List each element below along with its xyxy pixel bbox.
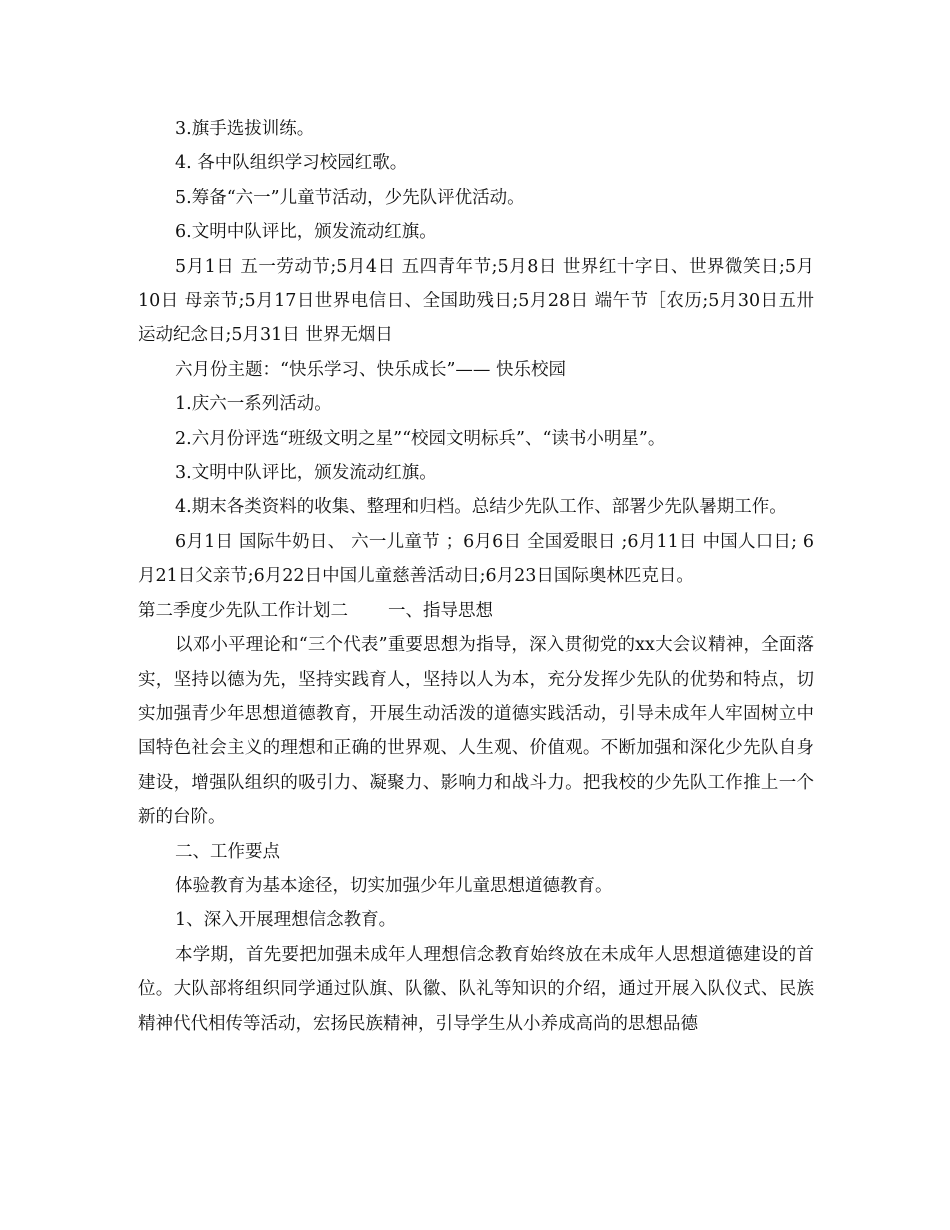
- list-item: 6.文明中队评比，颁发流动红旗。: [175, 222, 437, 243]
- list-item: 4.期末各类资料的收集、整理和归档。总结少先队工作、部署少先队暑期工作。: [175, 497, 787, 518]
- document-body: [138, 112, 814, 1041]
- june-observances-paragraph: 6月1日 国际牛奶日、 六一儿童节 ；6月6日 全国爱眼日 ;6月11日 中国人口日; 6月21日父亲节;6月22日中国儿童慈善活动日;6月23日国际奥林匹克日。: [138, 531, 814, 587]
- section-heading-guiding: 一、指导思想: [388, 600, 493, 621]
- may-observances-paragraph: 5月1日 五一劳动节;5月4日 五四青年节;5月8日 世界红十字日、世界微笑日;5月10日 母亲节;5月17日世界电信日、全国助残日;5月28日 端午节［农历;5月30日五卅运动纪念日;5月31日 世界无烟日: [138, 256, 814, 346]
- guiding-thought-paragraph: 以邓小平理论和“三个代表”重要思想为指导，深入贯彻党的xx大会议精神，全面落实，坚持以德为先，坚持实践育人，坚持以人为本，充分发挥少先队的优势和特点，切实加强青少年思想道德教育，开展生动活泼的道德实践活动，引导未成年人牢固树立中国特色社会主义的理想和正确的世界观、人生观、价值观。不断加强和深化少先队自身建设，增强队组织的吸引力、凝聚力、影响力和战斗力。把我校的少先队工作推上一个新的台阶。: [138, 635, 814, 828]
- june-theme-heading: 六月份主题：“快乐学习、快乐成长”—— 快乐校园: [175, 359, 566, 380]
- list-item: 3.旗手选拔训练。: [175, 119, 315, 139]
- list-item: 4. 各中队组织学习校园红歌。: [175, 153, 408, 174]
- list-item: 2.六月份评选“班级文明之星”“校园文明标兵”、“读书小明星”。: [175, 428, 666, 449]
- plan-title-line: [138, 594, 814, 628]
- section-intro: 体验教育为基本途径，切实加强少年儿童思想道德教育。: [175, 875, 613, 896]
- section-heading-work-points: 二、工作要点: [175, 841, 280, 862]
- list-item: 1.庆六一系列活动。: [175, 394, 332, 415]
- subsection-heading: 1、深入开展理想信念教育。: [175, 910, 397, 931]
- list-item: 3.文明中队评比，颁发流动红旗。: [175, 463, 437, 484]
- plan-title: 第二季度少先队工作计划二: [138, 600, 348, 621]
- list-item: 5.筹备“六一”儿童节活动，少先队评优活动。: [175, 187, 525, 208]
- ideals-education-paragraph: 本学期，首先要把加强未成年人理想信念教育始终放在未成年人思想道德建设的首位。大队部将组织同学通过队旗、队徽、队礼等知识的介绍，通过开展入队仪式、民族精神代代相传等活动，宏扬民族精神，引导学生从小养成高尚的思想品德: [138, 944, 814, 1034]
